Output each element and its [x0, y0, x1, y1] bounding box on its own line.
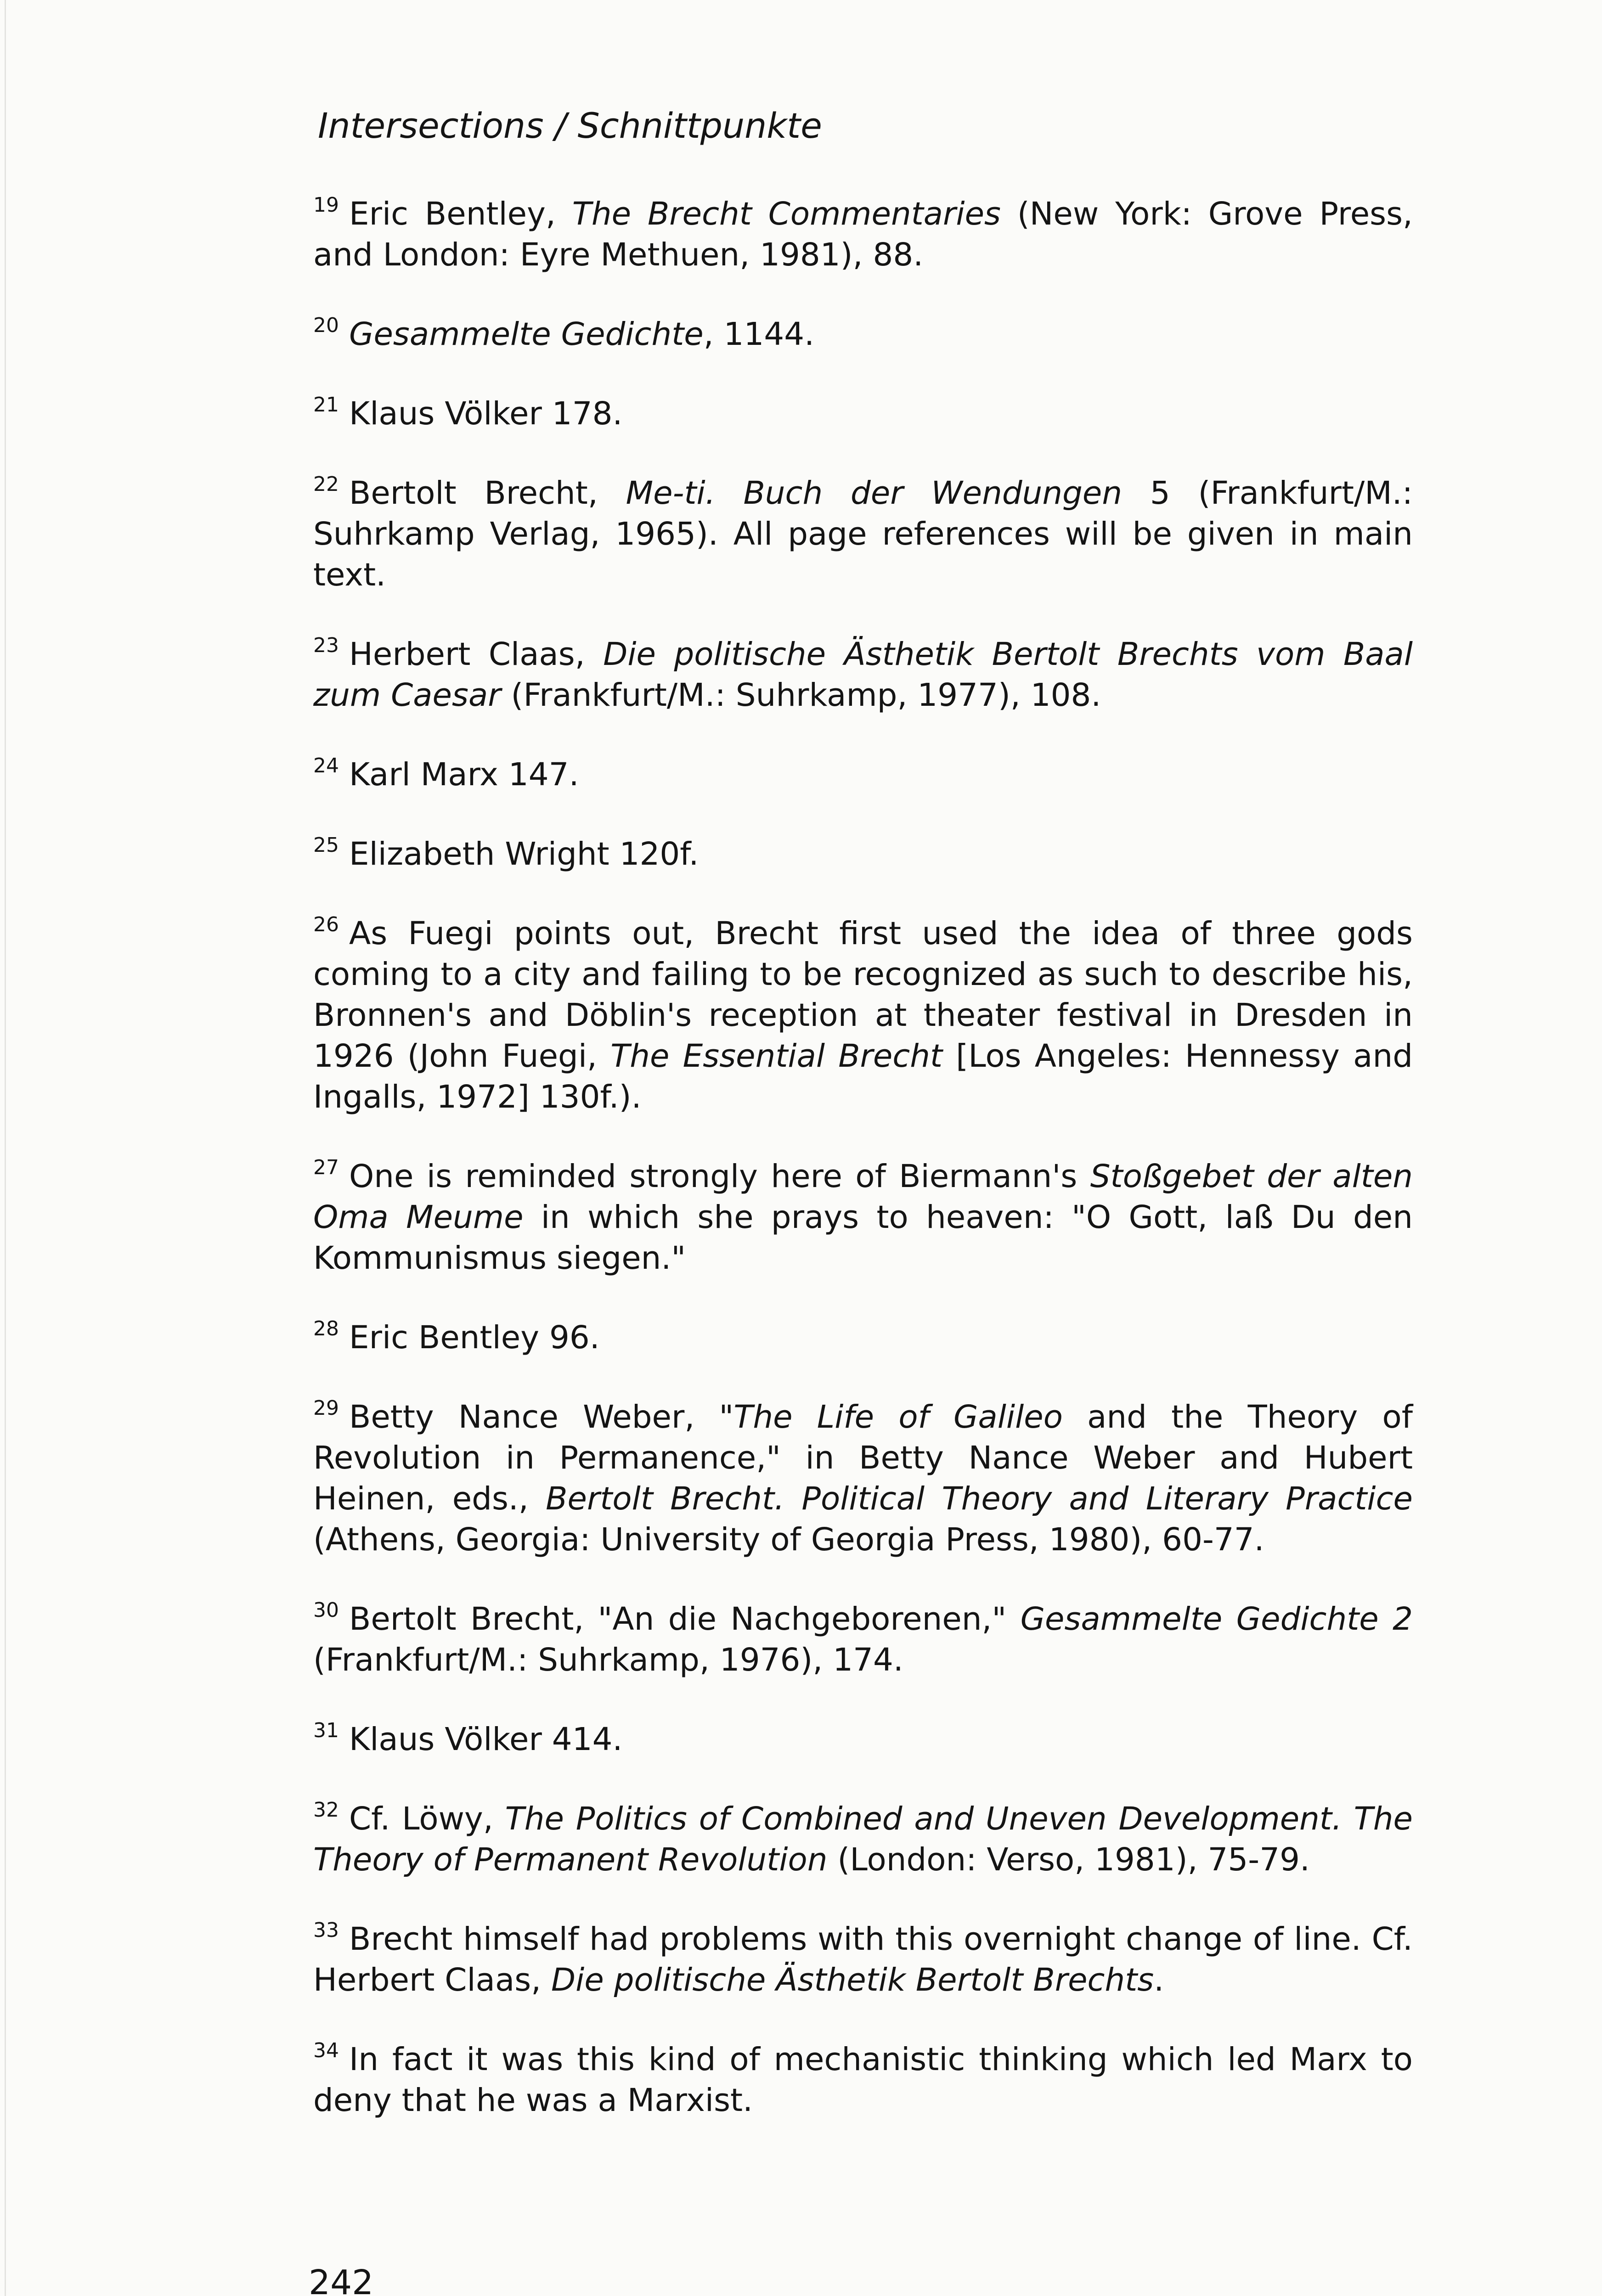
footnote-text: 5 (Frankfurt/M.: Suhrkamp Verlag, 1965). All page references will be given in main text. — [313, 475, 1413, 593]
footnote-number: 24 — [313, 754, 339, 777]
footnote-text: Elizabeth Wright 120f. — [349, 836, 699, 872]
footnote — [313, 2039, 1413, 2121]
footnote-text: (Frankfurt/M.: Suhrkamp, 1976), 174. — [313, 1642, 903, 1678]
footnote-number: 27 — [313, 1156, 339, 1179]
footnote — [313, 913, 1413, 1118]
footnote-number: 34 — [313, 2039, 339, 2062]
footnote-title: Die politische Ästhetik Bertolt Brechts vom Baal zum Caesar — [313, 636, 1413, 714]
footnote-title: Gesammelte Gedichte — [349, 316, 704, 353]
footnote — [313, 834, 1413, 875]
footnote-number: 31 — [313, 1719, 339, 1742]
footnote-text: Klaus Völker 414. — [349, 1721, 623, 1758]
footnote-text: [Los Angeles: Hennessy and Ingalls, 1972] 130f.). — [313, 1038, 1413, 1115]
footnote — [313, 314, 1413, 355]
footnote-text: Klaus Völker 178. — [349, 395, 623, 432]
footnote-title: Gesammelte Gedichte 2 — [1020, 1601, 1413, 1638]
footnote-number: 20 — [313, 314, 339, 337]
footnote-text: Eric Bentley 96. — [349, 1319, 600, 1356]
footnote-text: Bertolt Brecht, — [349, 475, 626, 512]
footnote — [313, 634, 1413, 716]
footnote-number: 21 — [313, 393, 339, 416]
footnote-text: (Athens, Georgia: University of Georgia Press, 1980), 60-77. — [313, 1521, 1264, 1558]
footnote-text: Bertolt Brecht, "An die Nachgeborenen," — [349, 1601, 1021, 1638]
footnote — [313, 1719, 1413, 1760]
footnote-text: One is reminded strongly here of Biermann's — [349, 1158, 1090, 1195]
footnote-text: Cf. Löwy, — [349, 1801, 505, 1837]
footnote — [313, 1397, 1413, 1560]
footnote-title: The Politics of Combined and Uneven Development. The Theory of Permanent Revolution — [313, 1801, 1413, 1878]
page-number: 242 — [309, 2263, 374, 2296]
footnote-number: 19 — [313, 193, 339, 217]
footnote-text: Karl Marx 147. — [349, 756, 579, 793]
footnote-text: In fact it was this kind of mechanistic thinking which led Marx to deny that he was a Marxist. — [313, 2041, 1413, 2119]
footnote — [313, 194, 1413, 276]
footnote-text: Betty Nance Weber, " — [349, 1399, 734, 1435]
footnote-number: 25 — [313, 833, 339, 857]
footnote-title: Die politische Ästhetik Bertolt Brechts — [551, 1962, 1154, 1998]
footnote — [313, 1919, 1413, 2001]
footnote-text: (New York: Grove Press, and London: Eyre Methuen, 1981), 88. — [313, 196, 1413, 273]
footnote-text: Brecht himself had problems with this overnight change of line. Cf. Herbert Claas, — [313, 1921, 1413, 1998]
footnote — [313, 473, 1413, 596]
footnote-title: Me-ti. Buch der Wendungen — [626, 475, 1123, 512]
footnote-text: . — [1154, 1962, 1164, 1998]
footnote-title: The Brecht Commentaries — [572, 196, 1001, 232]
footnote-text: , 1144. — [703, 316, 815, 353]
footnote-number: 29 — [313, 1396, 339, 1420]
footnote — [313, 1599, 1413, 1681]
footnote-title: Stoßgebet der alten Oma Meume — [313, 1158, 1413, 1236]
footnote — [313, 1799, 1413, 1880]
footnote-text: in which she prays to heaven: "O Gott, laß Du den Kommunismus siegen." — [313, 1199, 1413, 1277]
footnote — [313, 754, 1413, 795]
footnote-number: 32 — [313, 1798, 339, 1822]
footnote-number: 28 — [313, 1317, 339, 1340]
footnote-title: Bertolt Brecht. Political Theory and Literary Practice — [546, 1480, 1413, 1517]
footnote-number: 30 — [313, 1598, 339, 1622]
footnote-number: 26 — [313, 913, 339, 936]
footnote — [313, 1156, 1413, 1279]
footnote-text: As Fuegi points out, Brecht first used the idea of three gods coming to a city and failing to be recognized as such to describe his, Bronnen's and Döblin's reception at theater festival in Dresden in 1926 (John Fuegi, — [313, 915, 1413, 1075]
footnote-text: (Frankfurt/M.: Suhrkamp, 1977), 108. — [501, 677, 1101, 714]
footnote-title: The Essential Brecht — [610, 1038, 943, 1075]
footnote-text: (London: Verso, 1981), 75-79. — [827, 1841, 1310, 1878]
footnote-title: The Life of Galileo — [733, 1399, 1063, 1435]
page-edge — [5, 0, 6, 2296]
footnote-text: Herbert Claas, — [349, 636, 604, 673]
footnotes-list — [313, 194, 1413, 2160]
footnote-text: and the Theory of Revolution in Permanence," in Betty Nance Weber and Hubert Heinen, eds., — [313, 1399, 1413, 1517]
footnote-number: 22 — [313, 473, 339, 496]
footnote-text: Eric Bentley, — [349, 196, 572, 232]
footnote-number: 23 — [313, 634, 339, 657]
footnote — [313, 394, 1413, 434]
running-head: Intersections / Schnittpunkte — [318, 105, 822, 146]
footnote-number: 33 — [313, 1919, 339, 1942]
footnote — [313, 1317, 1413, 1358]
